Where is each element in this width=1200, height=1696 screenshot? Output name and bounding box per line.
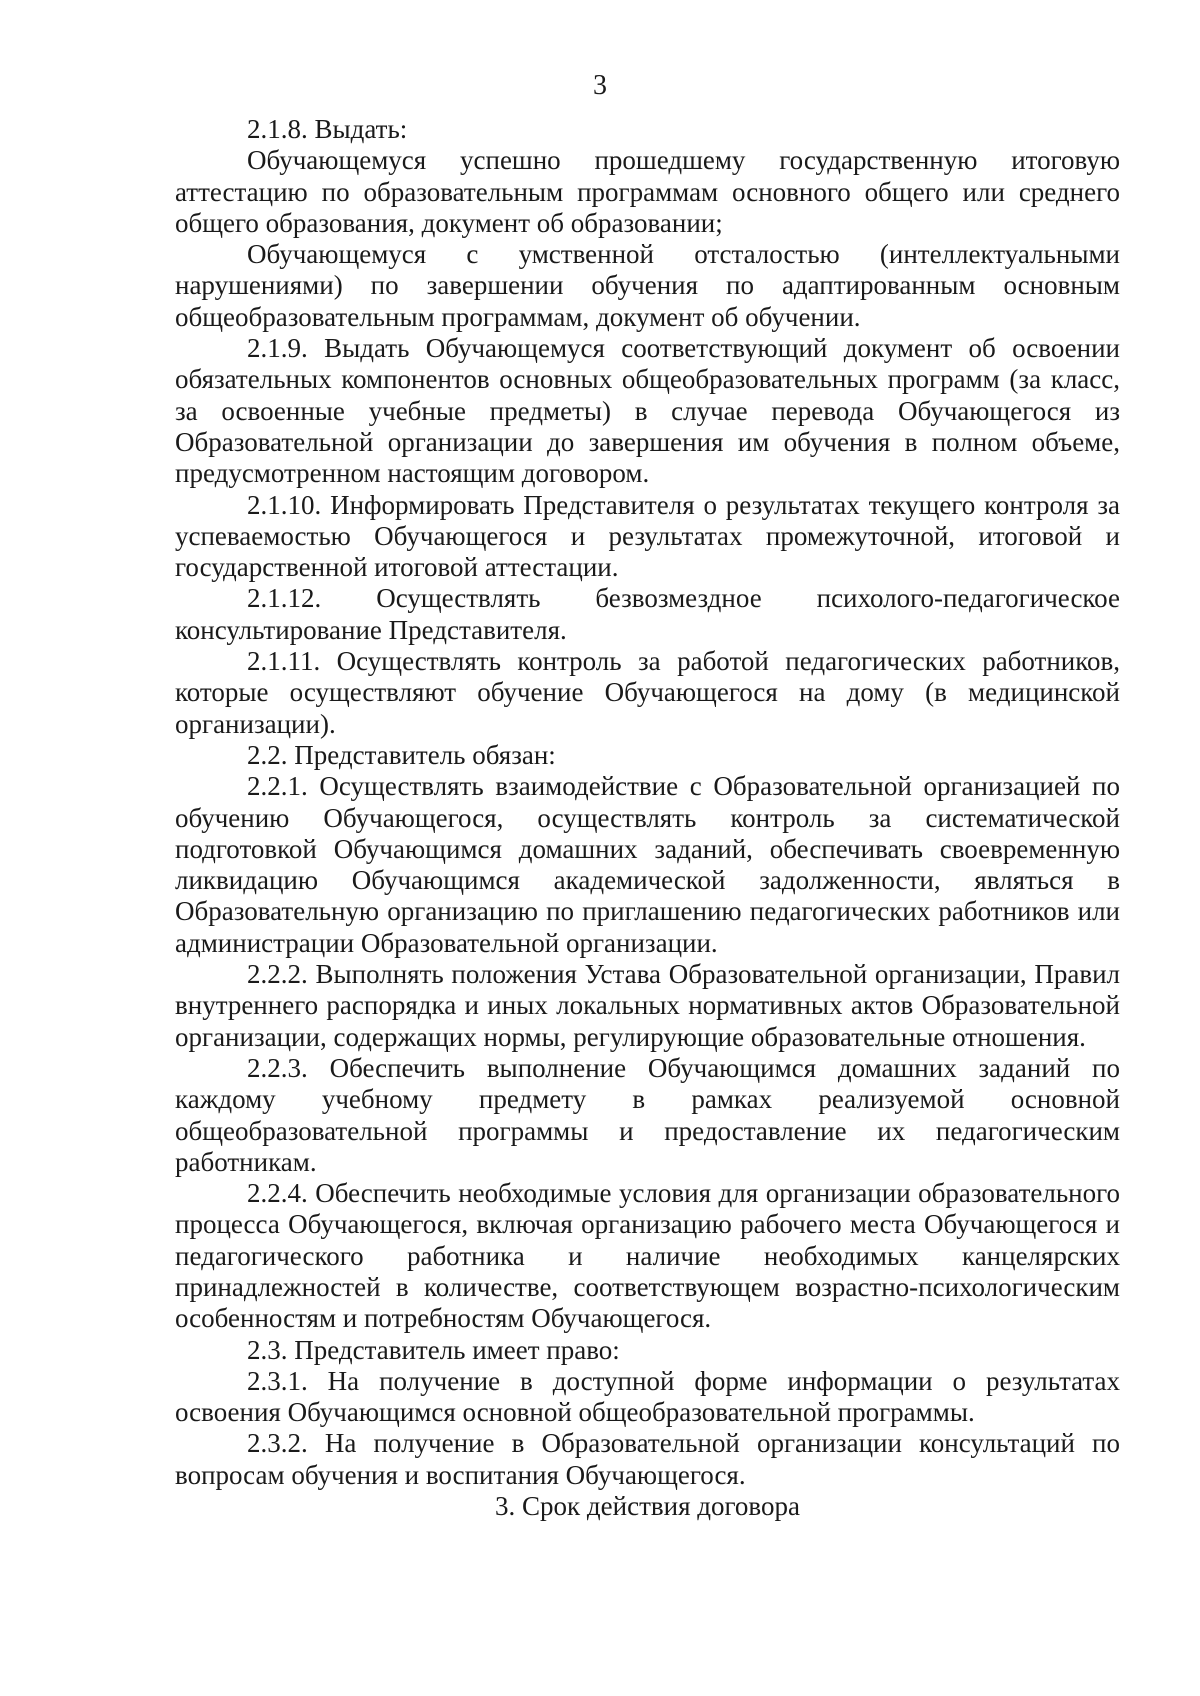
clause-2-1-9: 2.1.9. Выдать Обучающемуся соответствующий документ об освоении обязательных компонентов основных общеобразовательных программ (за класс, за освоенные учебные предметы) в случае перевода Обучающегося из Образовательной организации до завершения им обучения в полном объеме, предусмотренном настоящим договором. — [175, 333, 1120, 489]
clause-2-2-4: 2.2.4. Обеспечить необходимые условия для организации образовательного процесса Обучающегося, включая организацию рабочего места Обучающегося и педагогического работника и наличие необходимых канцелярских принадлежностей в количестве, соответствующем возрастно-психологическим особенностям и потребностям Обучающегося. — [175, 1178, 1120, 1334]
clause-2-2: 2.2. Представитель обязан: — [247, 739, 556, 770]
clause-2-1-12: 2.1.12. Осуществлять безвозмездное психолого-педагогическое консультирование Представителя. — [175, 583, 1120, 645]
clause-2-2-1: 2.2.1. Осуществлять взаимодействие с Образовательной организацией по обучению Обучающегося, осуществлять контроль за систематической подготовкой Обучающимся домашних заданий, обеспечивать своевременную ликвидацию Обучающимся академической задолженности, являться в Образовательную организацию по приглашению педагогических работников или администрации Образовательной организации. — [175, 771, 1120, 958]
clause-2-1-10: 2.1.10. Информировать Представителя о результатах текущего контроля за успеваемостью Обучающегося и результатах промежуточной, итоговой и государственной итоговой аттестации. — [175, 489, 1120, 583]
clause-2-1-8-document-training: Обучающемуся с умственной отсталостью (интеллектуальными нарушениями) по завершении обучения по адаптированным основным общеобразовательным программам, документ об обучении. — [175, 239, 1120, 332]
page-number: 3 — [593, 70, 607, 101]
clause-2-2-2: 2.2.2. Выполнять положения Устава Образовательной организации, Правил внутреннего распорядка и иных локальных нормативных актов Образовательной организации, содержащих нормы, регулирующие образовательные отношения. — [175, 959, 1120, 1052]
clause-2-3-1: 2.3.1. На получение в доступной форме информации о результатах освоения Обучающимся основной общеобразовательной программы. — [175, 1365, 1120, 1428]
clause-2-1-8: 2.1.8. Выдать: — [247, 114, 408, 144]
clause-2-3: 2.3. Представитель имеет право: — [247, 1334, 620, 1365]
clause-2-1-11: 2.1.11. Осуществлять контроль за работой педагогических работников, которые осуществляют обучение Обучающегося на дому (в медицинской организации). — [175, 646, 1120, 739]
section-heading: 3. Срок действия договора — [495, 1491, 800, 1522]
clause-2-3-2: 2.3.2. На получение в Образовательной организации консультаций по вопросам обучения и воспитания Обучающегося. — [175, 1428, 1120, 1490]
clause-2-2-3: 2.2.3. Обеспечить выполнение Обучающимся домашних заданий по каждому учебному предмету в рамках реализуемой основной общеобразовательной программы и предоставление их педагогическим работникам. — [175, 1052, 1120, 1177]
document-body — [175, 114, 1120, 1522]
clause-2-1-8-document-education: Обучающемуся успешно прошедшему государственную итоговую аттестацию по образовательным программам основного общего или среднего общего образования, документ об образовании; — [175, 145, 1120, 238]
